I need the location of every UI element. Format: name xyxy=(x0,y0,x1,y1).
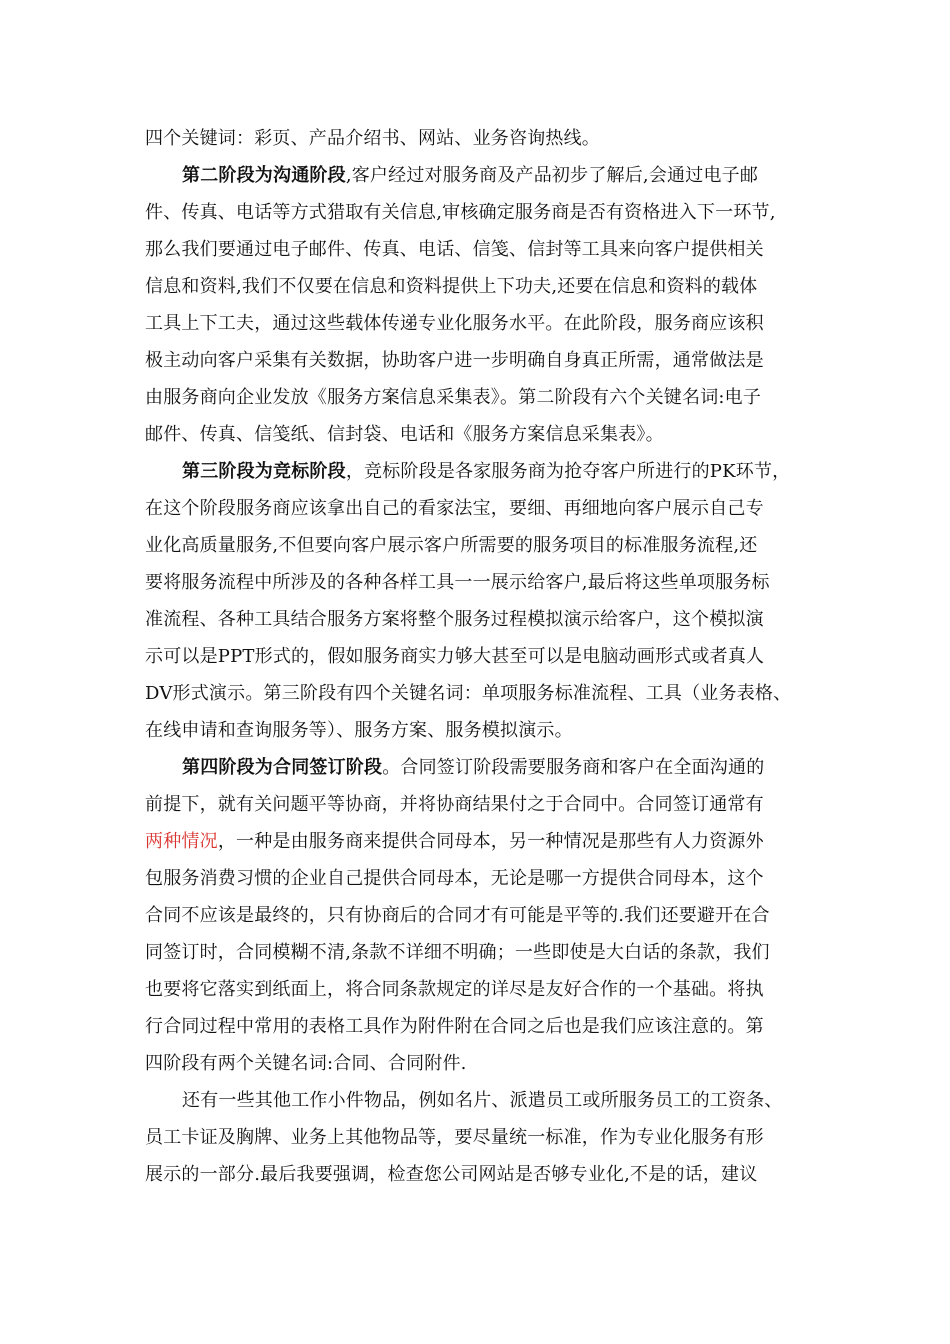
text-span: 信息和资料,我们不仅要在信息和资料提供上下功夫,还要在信息和资料的载体 xyxy=(145,276,758,297)
text-span: 业化高质量服务,不但要向客户展示客户所需要的服务项目的标准服务流程,还 xyxy=(145,535,758,556)
text-line xyxy=(145,638,810,675)
text-line xyxy=(145,1119,810,1156)
text-line xyxy=(145,897,810,934)
text-span: 展示的一部分.最后我要强调，检查您公司网站是否够专业化,不是的话，建议 xyxy=(145,1164,758,1185)
text-span: ,客户经过对服务商及产品初步了解后,会通过电子邮 xyxy=(345,165,759,186)
section-heading: 第四阶段为合同签订阶段 xyxy=(182,757,383,778)
paragraph-start-line xyxy=(145,749,810,786)
text-line xyxy=(145,860,810,897)
text-line xyxy=(145,601,810,638)
text-span: 也要将它落实到纸面上，将合同条款规定的详尽是友好合作的一个基础。将执 xyxy=(145,979,764,1000)
highlighted-text: 两种情况 xyxy=(145,831,218,852)
text-line xyxy=(145,564,810,601)
text-line xyxy=(145,379,810,416)
text-span: 件、传真、电话等方式猎取有关信息,审核确定服务商是否有资格进入下一环节, xyxy=(145,202,776,223)
text-span: 同签订时，合同模糊不清,条款不详细不明确；一些即使是大白话的条款，我们 xyxy=(145,942,770,963)
text-line xyxy=(145,527,810,564)
text-line xyxy=(145,416,810,453)
text-span: ，一种是由服务商来提供合同母本，另一种情况是那些有人力资源外 xyxy=(217,831,764,852)
text-line xyxy=(145,934,810,971)
text-line xyxy=(145,1008,810,1045)
text-span: 邮件、传真、信笺纸、信封袋、电话和《服务方案信息采集表》。 xyxy=(145,424,664,445)
text-span: 行合同过程中常用的表格工具作为附件附在合同之后也是我们应该注意的。第 xyxy=(145,1016,764,1037)
text-line xyxy=(145,1045,810,1082)
body-text xyxy=(145,120,810,1193)
text-span: 包服务消费习惯的企业自己提供合同母本，无论是哪一方提供合同母本，这个 xyxy=(145,868,764,889)
paragraph-start-line xyxy=(145,157,810,194)
text-span: 准流程、各种工具结合服务方案将整个服务过程模拟演示给客户，这个模拟演 xyxy=(145,609,764,630)
text-span: 四阶段有两个关键名词:合同、合同附件. xyxy=(145,1053,467,1074)
text-span: 前提下，就有关问题平等协商，并将协商结果付之于合同中。合同签订通常有 xyxy=(145,794,764,815)
text-span: 。合同签订阶段需要服务商和客户在全面沟通的 xyxy=(382,757,765,778)
text-line xyxy=(145,120,810,157)
text-line xyxy=(145,490,810,527)
text-span: DV形式演示。第三阶段有四个关键名词：单项服务标准流程、工具（业务表格、 xyxy=(145,683,792,704)
text-line xyxy=(145,786,810,823)
text-span: 极主动向客户采集有关数据，协助客户进一步明确自身真正所需，通常做法是 xyxy=(145,350,764,371)
text-span: 工具上下工夫，通过这些载体传递专业化服务水平。在此阶段，服务商应该积 xyxy=(145,313,764,334)
text-line xyxy=(145,268,810,305)
text-span: 那么我们要通过电子邮件、传真、电话、信笺、信封等工具来向客户提供相关 xyxy=(145,239,764,260)
text-span: ，竞标阶段是各家服务商为抢夺客户所进行的PK环节， xyxy=(345,461,791,482)
text-line xyxy=(145,305,810,342)
text-span: 合同不应该是最终的，只有协商后的合同才有可能是平等的.我们还要避开在合 xyxy=(145,905,770,926)
text-line xyxy=(145,712,810,749)
section-heading: 第二阶段为沟通阶段 xyxy=(182,165,346,186)
text-span: 在线申请和查询服务等）、服务方案、服务模拟演示。 xyxy=(145,720,573,741)
text-line xyxy=(145,971,810,1008)
paragraph-start-line xyxy=(145,1082,810,1119)
text-span: 四个关键词：彩页、产品介绍书、网站、业务咨询热线。 xyxy=(145,128,600,149)
section-heading: 第三阶段为竞标阶段 xyxy=(182,461,346,482)
text-span: 员工卡证及胸牌、业务上其他物品等，要尽量统一标准，作为专业化服务有形 xyxy=(145,1127,764,1148)
text-line xyxy=(145,823,810,860)
text-line xyxy=(145,342,810,379)
text-span: 要将服务流程中所涉及的各种各样工具一一展示给客户,最后将这些单项服务标 xyxy=(145,572,770,593)
text-span: 在这个阶段服务商应该拿出自己的看家法宝，要细、再细地向客户展示自己专 xyxy=(145,498,764,519)
text-line xyxy=(145,1156,810,1193)
text-span: 由服务商向企业发放《服务方案信息采集表》。第二阶段有六个关键名词:电子 xyxy=(145,387,762,408)
text-span: 示可以是PPT形式的，假如服务商实力够大甚至可以是电脑动画形式或者真人 xyxy=(145,646,765,667)
paragraph-start-line xyxy=(145,453,810,490)
text-span: 还有一些其他工作小件物品，例如名片、派遣员工或所服务员工的工资条、 xyxy=(182,1090,783,1111)
text-line xyxy=(145,194,810,231)
text-line xyxy=(145,231,810,268)
text-line xyxy=(145,675,810,712)
